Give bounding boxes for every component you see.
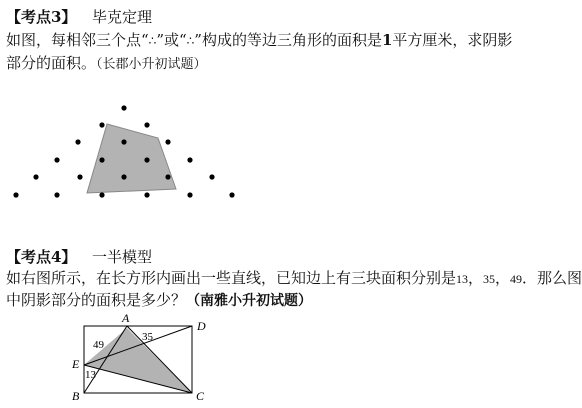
lattice-dot [121,174,126,179]
lattice-dot [54,192,59,197]
lattice-dot [121,105,126,110]
lattice-dot [13,192,18,197]
label-C: C [196,389,205,403]
area-35-label: 35 [142,331,153,343]
lattice-dot [187,157,192,162]
lattice-dot [77,174,82,179]
lattice-dot [144,122,149,127]
area-49-label: 49 [93,339,104,351]
area-13-label: 13 [85,369,96,381]
section4-question-line2: 中阴影部分的面积是多少？（南雅小升初试题） [6,291,313,309]
lattice-dot [99,192,104,197]
lattice-dot [144,157,149,162]
three-dots-up-symbol: ∴ [148,34,157,48]
label-A: A [122,311,130,325]
lattice-dot [99,157,104,162]
section3-tag: 【考点3】 [6,8,77,26]
section4-question-line1: 如右图所示，在长方形内画出一些直线，已知边上有三块面积分别是13，35，49．那么图 [6,269,582,287]
lattice-dot [54,157,59,162]
figure2-rectangle [0,310,550,408]
lattice-dot [209,174,214,179]
figure1-dot-lattice [0,80,550,230]
label-B: B [72,389,80,403]
section4-source: （南雅小升初试题） [186,293,313,309]
section3-question-line1: 如图，每相邻三个点“∴”或“∴”构成的等边三角形的面积是1平方厘米，求阴影 [6,31,513,49]
section4-title: 一半模型 [92,248,153,266]
section3-source: （长郡小升初试题） [96,57,207,72]
label-E: E [72,357,80,371]
lattice-dot [187,192,192,197]
lattice-dot [144,192,149,197]
lattice-dot [165,174,170,179]
lattice-dot [33,174,38,179]
lattice-dot [121,139,126,144]
label-D: D [197,319,206,333]
section3-question-line2: 部分的面积。（长郡小升初试题） [6,54,207,72]
lattice-dot [99,122,104,127]
lattice-dot [229,192,234,197]
section4-tag: 【考点4】 [6,248,77,266]
lattice-dot [75,139,80,144]
section3-title: 毕克定理 [92,8,153,26]
three-dots-down-symbol: ∴ [186,34,195,48]
lattice-dot [165,139,170,144]
